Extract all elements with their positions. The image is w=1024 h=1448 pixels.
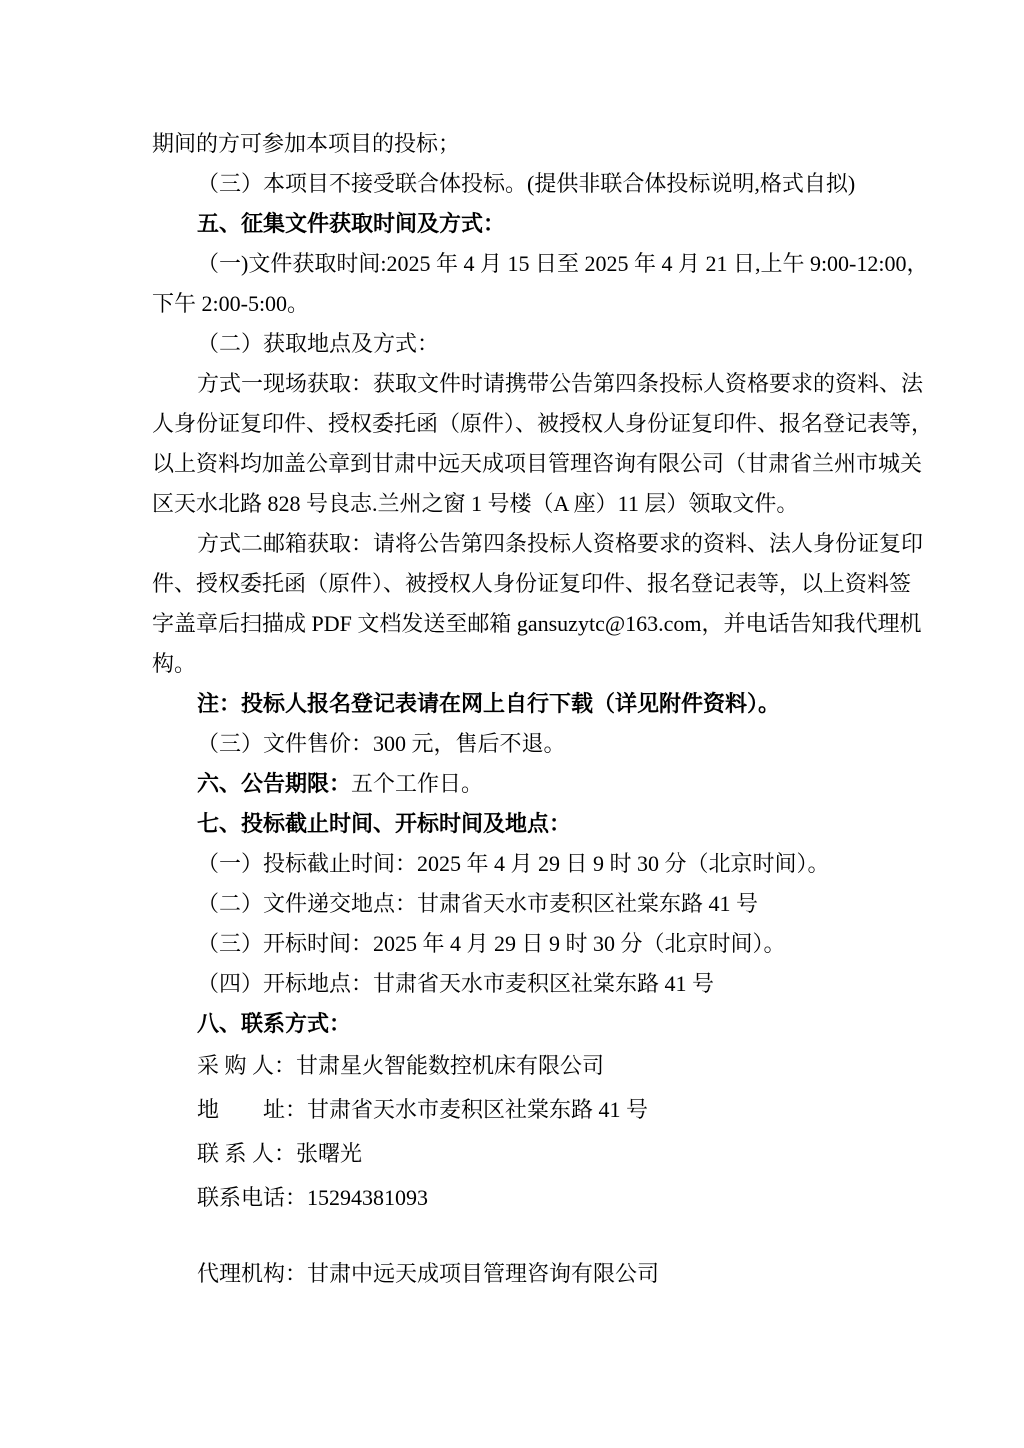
text-run: （一)文件获取时间:2025 年 4 月 15 日至 2025 年 4 月 21 日,上午 9:00-12:00， — [197, 251, 929, 276]
document-line — [152, 644, 884, 684]
text-run: （一）投标截止时间：2025 年 4 月 29 日 9 时 30 分（北京时间）。 — [197, 851, 830, 876]
text-run: 五个工作日。 — [351, 771, 484, 796]
document-line — [152, 1176, 884, 1220]
document-line — [152, 844, 884, 884]
document-line — [152, 1004, 884, 1044]
text-run: 区天水北路 828 号良志.兰州之窗 1 号楼（A 座）11 层）领取文件。 — [152, 491, 799, 516]
document-line — [152, 484, 884, 524]
text-run: （二）获取地点及方式： — [197, 331, 440, 356]
text-run: 注：投标人报名登记表请在网上自行下载（详见附件资料）。 — [197, 691, 781, 716]
text-run: 五、征集文件获取时间及方式： — [197, 211, 506, 236]
document-line — [152, 764, 884, 804]
text-run: 七、投标截止时间、开标时间及地点： — [197, 811, 572, 836]
text-run: 以上资料均加盖公章到甘肃中远天成项目管理咨询有限公司（甘肃省兰州市城关 — [152, 451, 923, 476]
document-line — [152, 364, 924, 404]
document-line — [152, 1088, 884, 1132]
document-line — [152, 324, 884, 364]
text-run: 联 系 人：张曙光 — [197, 1141, 363, 1166]
document-line — [152, 964, 884, 1004]
document-line — [152, 724, 884, 764]
document-line — [152, 524, 924, 564]
text-run: 代理机构：甘肃中远天成项目管理咨询有限公司 — [197, 1261, 660, 1286]
document-line — [152, 564, 912, 604]
document-line — [152, 1132, 884, 1176]
text-run: 人身份证复印件、授权委托函（原件）、被授权人身份证复印件、报名登记表等， — [152, 411, 934, 436]
document-line — [152, 924, 884, 964]
document-line — [152, 164, 884, 204]
text-run: （二）文件递交地点：甘肃省天水市麦积区社棠东路 41 号 — [197, 891, 759, 916]
text-run: 采 购 人：甘肃星火智能数控机床有限公司 — [197, 1053, 605, 1078]
text-run: 方式一现场获取：获取文件时请携带公告第四条投标人资格要求的资料、法 — [197, 371, 924, 396]
text-run: 下午 2:00-5:00。 — [152, 291, 310, 316]
text-run: 件、授权委托函（原件）、被授权人身份证复印件、报名登记表等，以上资料签 — [152, 571, 912, 596]
document-line — [152, 204, 884, 244]
document-line — [152, 604, 922, 644]
document-line — [152, 404, 934, 444]
text-run: （四）开标地点：甘肃省天水市麦积区社棠东路 41 号 — [197, 971, 715, 996]
text-run: 构。 — [152, 651, 197, 676]
document-line — [152, 684, 884, 724]
document-line — [152, 244, 929, 284]
text-run: 八、联系方式： — [197, 1011, 352, 1036]
document-line — [152, 284, 884, 324]
document-line — [152, 804, 884, 844]
document-line — [152, 444, 923, 484]
document-line — [152, 124, 884, 164]
text-run: 六、公告期限： — [197, 771, 352, 796]
text-run: 方式二邮箱获取：请将公告第四条投标人资格要求的资料、法人身份证复印 — [197, 531, 924, 556]
text-run: 期间的方可参加本项目的投标； — [152, 131, 461, 156]
document-line — [152, 884, 884, 924]
text-run: （三）开标时间：2025 年 4 月 29 日 9 时 30 分（北京时间）。 — [197, 931, 786, 956]
document-line — [152, 1044, 884, 1088]
text-run: 字盖章后扫描成 PDF 文档发送至邮箱 gansuzytc@163.com，并电话告知我代理机 — [152, 611, 922, 636]
text-run: （三）本项目不接受联合体投标。(提供非联合体投标说明,格式自拟) — [197, 171, 856, 196]
text-run: 地 址：甘肃省天水市麦积区社棠东路 41 号 — [197, 1097, 649, 1122]
document-line — [152, 1252, 884, 1296]
text-run: （三）文件售价：300 元，售后不退。 — [197, 731, 566, 756]
text-run: 联系电话：15294381093 — [197, 1185, 429, 1210]
